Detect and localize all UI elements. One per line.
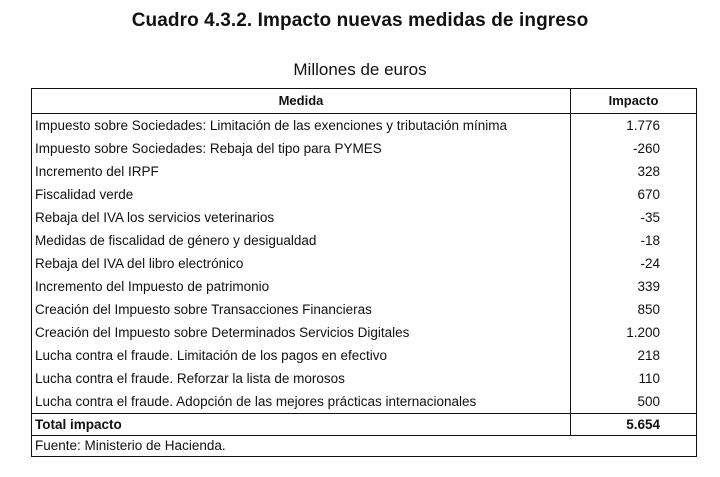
medida-cell: Creación del Impuesto sobre Determinados Servicios Digitales	[32, 321, 571, 344]
impact-table	[31, 88, 697, 457]
table-subtitle: Millones de euros	[293, 60, 427, 79]
table-row	[32, 160, 697, 183]
impacto-cell: 218	[571, 344, 697, 367]
source-note: Fuente: Ministerio de Hacienda.	[32, 436, 697, 457]
table-row	[32, 229, 697, 252]
impacto-cell: 1.776	[571, 114, 697, 138]
medida-cell: Creación del Impuesto sobre Transacciones Financieras	[32, 298, 571, 321]
table-row	[32, 298, 697, 321]
medida-cell: Impuesto sobre Sociedades: Rebaja del tipo para PYMES	[32, 137, 571, 160]
table-row	[32, 275, 697, 298]
impacto-cell: -24	[571, 252, 697, 275]
header-impacto: Impacto	[571, 89, 697, 114]
medida-cell: Medidas de fiscalidad de género y desigualdad	[32, 229, 571, 252]
header-medida: Medida	[32, 89, 571, 114]
medida-cell: Rebaja del IVA del libro electrónico	[32, 252, 571, 275]
impacto-cell: 850	[571, 298, 697, 321]
medida-cell: Lucha contra el fraude. Reforzar la lista de morosos	[32, 367, 571, 390]
table-row	[32, 344, 697, 367]
table-row	[32, 137, 697, 160]
table-row	[32, 321, 697, 344]
impacto-cell: -35	[571, 206, 697, 229]
medida-cell: Rebaja del IVA los servicios veterinarios	[32, 206, 571, 229]
table-header-row	[32, 89, 697, 114]
source-row	[32, 436, 697, 457]
impacto-cell: 339	[571, 275, 697, 298]
impacto-cell: -260	[571, 137, 697, 160]
medida-cell: Impuesto sobre Sociedades: Limitación de las exenciones y tributación mínima	[32, 114, 571, 138]
total-value: 5.654	[571, 414, 697, 436]
medida-cell: Fiscalidad verde	[32, 183, 571, 206]
impacto-cell: 670	[571, 183, 697, 206]
impacto-cell: -18	[571, 229, 697, 252]
impacto-cell: 500	[571, 390, 697, 414]
table-title: Cuadro 4.3.2. Impacto nuevas medidas de ingreso	[131, 10, 589, 31]
impacto-cell: 110	[571, 367, 697, 390]
total-row	[32, 414, 697, 436]
table-row	[32, 114, 697, 138]
table-row	[32, 252, 697, 275]
medida-cell: Lucha contra el fraude. Limitación de los pagos en efectivo	[32, 344, 571, 367]
medida-cell: Incremento del IRPF	[32, 160, 571, 183]
medida-cell: Lucha contra el fraude. Adopción de las mejores prácticas internacionales	[32, 390, 571, 414]
medida-cell: Incremento del Impuesto de patrimonio	[32, 275, 571, 298]
table-row	[32, 367, 697, 390]
total-label: Total impacto	[32, 414, 571, 436]
table-row	[32, 390, 697, 414]
table-row	[32, 183, 697, 206]
table-row	[32, 206, 697, 229]
impacto-cell: 328	[571, 160, 697, 183]
impacto-cell: 1.200	[571, 321, 697, 344]
